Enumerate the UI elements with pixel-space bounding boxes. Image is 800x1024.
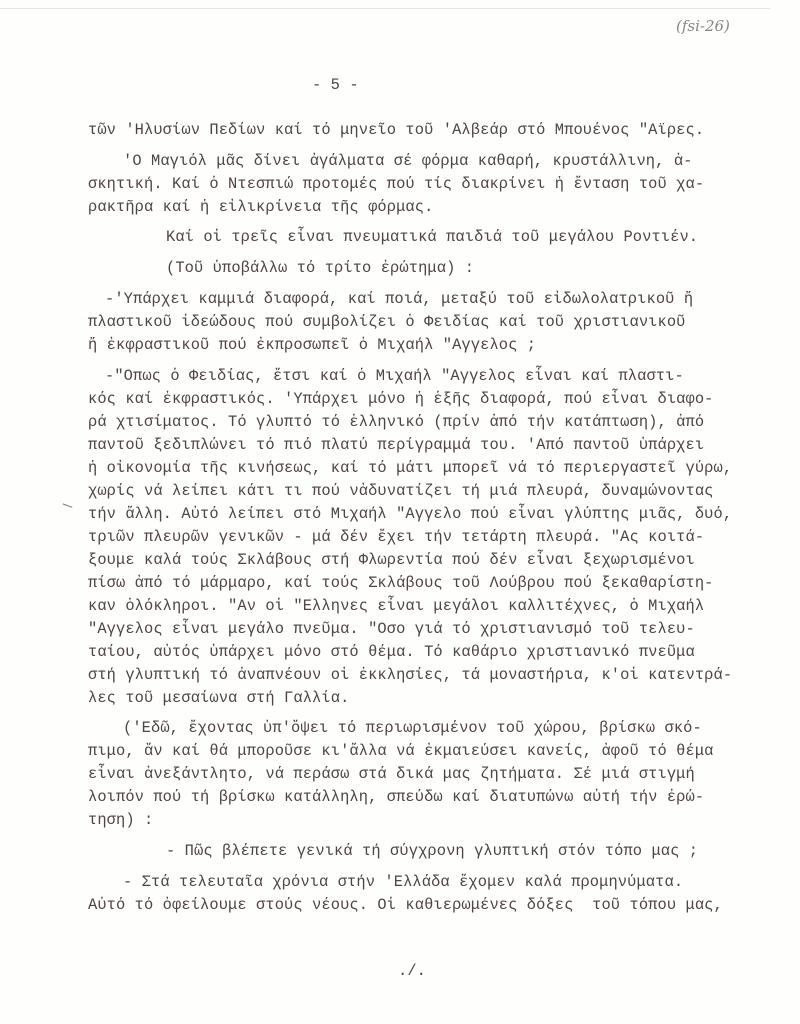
text-line: τριῶν πλευρῶν γενικῶν - μά δέν ἔχει τήν τετάρτη πλευρά. "Ας κοιτά- [88, 528, 705, 546]
text-line: Καί οἱ τρεῖς εἶναι πνευματικά παιδιά τοῦ μεγάλου Ροντιέν. [166, 228, 699, 246]
text-line: εἶναι ἀνεξάντλητο, νά περάσω στά δικά μας ζητήματα. Σέ μιά στιγμή [88, 765, 695, 783]
text-line: ἡ οἰκονομία τῆς κινήσεως, καί τό μάτι μπορεῖ νά τό περιεργαστεῖ γύρω, [88, 459, 733, 477]
text-line: κός καί ἐκφραστικός. 'Υπάρχει μόνο ἡ ἑξῆς διαφορά, πού εἶναι διαφο- [88, 390, 714, 408]
text-line: πιμο, ἄν καί θά μποροῦσε κι'ἄλλα νά ἐκμαιεύσει κανείς, ἀφοῦ τό θέμα [88, 742, 714, 760]
text-line: ρά χτισίματος. Τό γλυπτό τό ἑλληνικό (πρίν ἀπό τήν κατάπτωση), ἀπό [88, 413, 705, 431]
page-number: - 5 - [312, 76, 359, 94]
text-line: πλαστικοῦ ἰδεώδους πού συμβολίζει ὁ Φειδίας καί τοῦ χριστιανικοῦ [88, 313, 686, 331]
text-line: χωρίς νά λείπει κάτι τι πού νἀδυνατίζει τή μιά πλευρά, δυναμώνοντας [88, 482, 714, 500]
text-line: -"Οπως ὁ Φειδίας, ἔτσι καί ὁ Μιχαήλ "Αγγελος εἶναι καί πλαστι- [105, 367, 684, 385]
text-line: ταίου, αὐτός ὑπάρχει μόνο στό θέμα. Τό καθάριο χριστιανικό πνεῦμα [88, 643, 695, 661]
text-line: στή γλυπτική τό ἀναπνέουν οἱ ἐκκλησίες, τά μοναστήρια, κ'οἱ κατεντρά- [88, 666, 733, 684]
text-line: παντοῦ ξεδιπλώνει τό πιό πλατύ περίγραμμά του. 'Από παντοῦ ὑπάρχει [88, 436, 705, 454]
pen-mark [62, 503, 73, 510]
text-line: ('Εδῶ, ἔχοντας ὑπ'ὄψει τό περιωρισμένον τοῦ χώρου, βρίσκω σκό- [123, 719, 702, 737]
text-line: σκητική. Καί ὁ Ντεσπιώ προτομές πού τίς διακρίνει ἡ ἔνταση τοῦ χα- [88, 175, 705, 193]
text-line: ρακτῆρα καί ἡ εἰλικρίνεια τῆς φόρμας. [88, 198, 434, 216]
text-line: Αὐτό τό ὀφείλουμε στούς νέους. Οἱ καθιερωμένες δόξες τοῦ τόπου μας, [88, 896, 723, 914]
text-line: - Πῶς βλέπετε γενικά τή σύγχρονη γλυπτική στόν τόπο μας ; [166, 842, 699, 860]
text-line: πίσω ἀπό τό μάρμαρο, καί τούς Σκλάβους τοῦ Λούβρου πού ξεκαθαρίστη- [88, 574, 714, 592]
text-line: "Αγγελος εἶναι μεγάλο πνεῦμα. "Οσο γιά τό χριστιανισμό τοῦ τελευ- [88, 620, 695, 638]
text-line: τήν ἄλλη. Αὐτό λείπει στό Μιχαήλ "Αγγελο πού εἶναι γλύπτης μιᾶς, δυό, [88, 505, 733, 523]
text-line: καν ὁλόκληροι. "Αν οἱ "Ελληνες εἶναι μεγάλοι καλλιτέχνες, ὁ Μιχαήλ [88, 597, 705, 615]
text-line: τῶν 'Ηλυσίων Πεδίων καί τό μηνεῖο τοῦ 'Αλβεάρ στό Μπουένος "Αϊρες. [88, 121, 705, 139]
handwritten-archive-note: (fsi-26) [676, 17, 730, 35]
text-line: ξουμε καλά τούς Σκλάβους στή Φλωρεντία πού δέν εἶναι ξεχωρισμένοι [88, 551, 695, 569]
text-line: ἤ ἐκφραστικοῦ πού ἐκπροσωπεῖ ὁ Μιχαήλ "Αγγελος ; [88, 336, 537, 354]
continuation-mark: ./. [398, 962, 427, 980]
text-line: -'Υπάρχει καμμιά διαφορά, καί ποιά, μεταξύ τοῦ εἰδωλολατρικοῦ ἤ [105, 290, 694, 308]
text-line: 'Ο Μαγιόλ μᾶς δίνει ἀγάλματα σέ φόρμα καθαρή, κρυστάλλινη, ἀ- [123, 152, 693, 170]
page-edge [0, 8, 770, 9]
text-line: λες τοῦ μεσαίωνα στή Γαλλία. [88, 689, 350, 707]
text-line: λοιπόν πού τή βρίσκω κατάλληλη, σπεύδω καί διατυπώνω αὐτή τήν ἐρώ- [88, 788, 705, 806]
text-line: τηση) : [88, 811, 154, 829]
text-line: - Στά τελευταῖα χρόνια στήν 'Ελλάδα ἔχομεν καλά προμηνύματα. [123, 873, 684, 891]
text-line: (Τοῦ ὑποβάλλω τό τρίτο ἐρώτημα) : [166, 259, 475, 277]
